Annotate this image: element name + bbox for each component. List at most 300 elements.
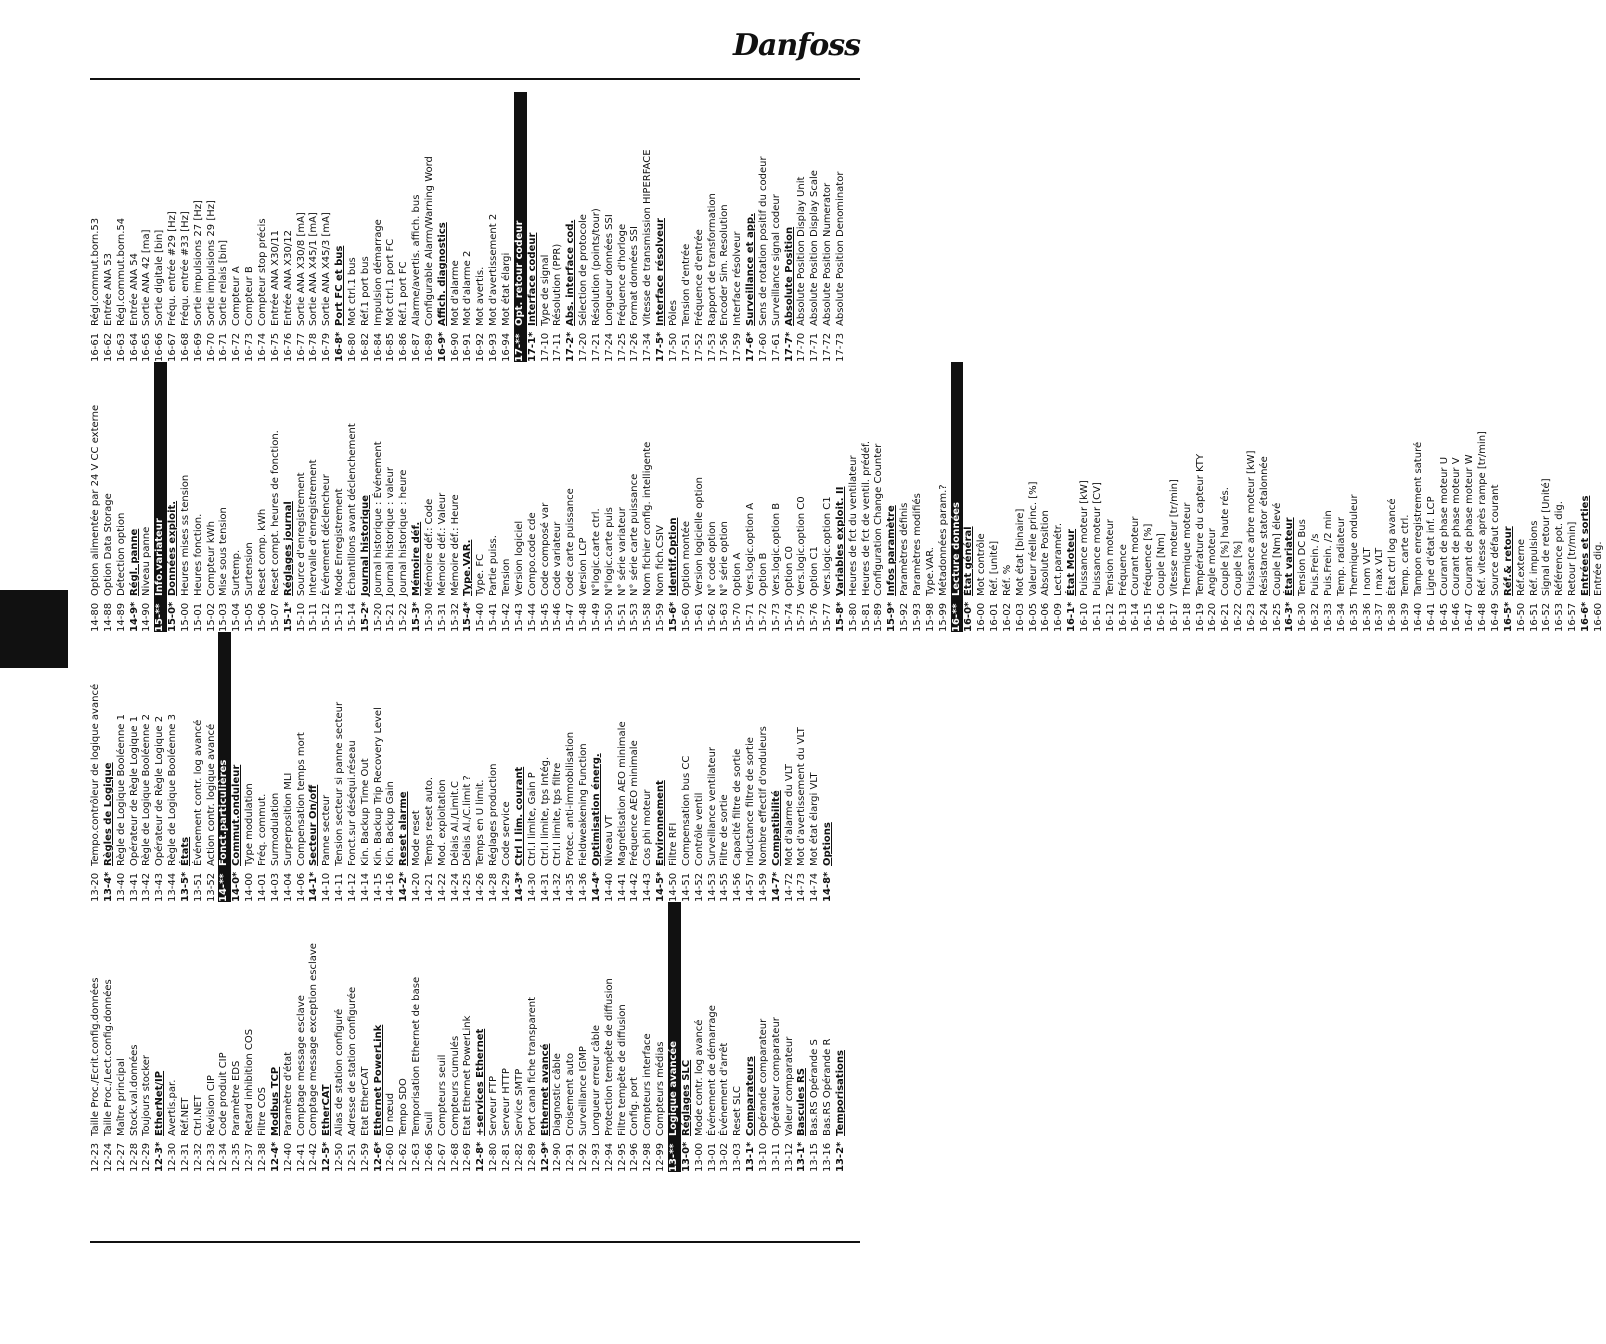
param-code: 16-70 xyxy=(205,332,217,362)
param-code: 16-11 xyxy=(1091,602,1103,632)
param-label: Opérateur de Règle Logique 1 xyxy=(128,715,140,866)
param-label: Serveur FTP xyxy=(488,1075,500,1136)
param-row xyxy=(462,902,475,1172)
param-row xyxy=(90,632,103,902)
param-row xyxy=(360,92,373,362)
param-code: 15-70 xyxy=(732,602,744,632)
param-label: Mémoire déf.: Code xyxy=(423,498,435,596)
param-code: 15-** xyxy=(154,603,166,632)
param-row xyxy=(450,362,463,632)
param-code: 15-92 xyxy=(899,602,911,632)
param-label: Action contr. logique avancé xyxy=(205,723,217,866)
param-row xyxy=(257,92,270,362)
param-label: Code carte puissance xyxy=(565,488,577,596)
param-label: Réf. % xyxy=(1001,564,1013,596)
param-code: 12-38 xyxy=(256,1142,268,1172)
param-row xyxy=(642,362,655,632)
param-label: Tension xyxy=(501,558,512,596)
param-label: Règles de Logique xyxy=(102,762,114,866)
param-code: 14-00 xyxy=(244,872,256,902)
param-subgroup-header xyxy=(822,632,835,902)
param-code: 13-20 xyxy=(90,872,101,902)
param-code: 16-69 xyxy=(192,332,204,362)
param-label: Vitesse moteur [tr/min] xyxy=(1168,479,1180,596)
param-label: Révision CIP xyxy=(205,1075,217,1136)
param-label: Code composé var xyxy=(539,502,551,596)
param-row xyxy=(732,362,745,632)
param-code: 15-98 xyxy=(924,602,936,632)
param-label: Temporisations xyxy=(834,1050,846,1136)
param-label: Régl. panne xyxy=(128,528,140,596)
param-code: 16-87 xyxy=(411,332,423,362)
param-row xyxy=(385,902,398,1172)
param-row xyxy=(308,362,321,632)
param-code: 15-4* xyxy=(462,601,474,632)
param-code: 14-7* xyxy=(770,871,782,902)
param-label: Ctrl.I limite, tps filtre xyxy=(552,762,564,866)
param-row xyxy=(360,902,373,1172)
param-label: Régl.commut.born.54 xyxy=(115,217,127,326)
param-label: Sortie ANA X45/3 [mA] xyxy=(321,212,333,326)
param-subgroup-header xyxy=(963,362,976,632)
param-subgroup-header xyxy=(1066,362,1079,632)
param-code: 14-28 xyxy=(488,872,500,902)
param-row xyxy=(437,902,450,1172)
param-row xyxy=(218,362,231,632)
param-code: 15-31 xyxy=(436,602,448,632)
param-code: 16-00 xyxy=(976,602,988,632)
param-label: Type. FC xyxy=(475,553,487,596)
param-label: Puis.Frein. /2 min xyxy=(1323,510,1334,596)
param-label: Puissance moteur [kW] xyxy=(1078,480,1090,596)
param-label: Alarme/avertis. affich. bus xyxy=(411,194,423,326)
param-label: Règle de Logique Booléenne 2 xyxy=(141,714,153,866)
param-label: Code produit CIP xyxy=(218,1052,230,1136)
footer-rule xyxy=(90,1241,860,1243)
param-row xyxy=(321,92,334,362)
param-group-header xyxy=(154,362,167,632)
param-label: Courant de phase moteur U xyxy=(1438,456,1450,596)
param-code: 16-38 xyxy=(1387,602,1399,632)
param-label: Paramètre d'état xyxy=(282,1051,294,1136)
parameter-list xyxy=(90,102,1604,1172)
param-label: Opt. retour codeur xyxy=(513,220,525,326)
param-code: 16-72 xyxy=(231,332,243,362)
param-code: 14-9* xyxy=(128,601,140,632)
param-label: Échantillons avant déclenchement xyxy=(346,423,358,596)
param-label: Heures de fct de ventil. prédéf. xyxy=(860,440,872,596)
param-code: 15-45 xyxy=(539,602,551,632)
param-row xyxy=(193,362,206,632)
param-label: Nombre effectif d'onduleurs xyxy=(757,726,769,866)
param-row xyxy=(681,362,694,632)
param-row xyxy=(141,902,154,1172)
param-label: Événement contr. log avancé xyxy=(192,719,204,866)
param-code: 16-32 xyxy=(1310,602,1322,632)
param-code: 15-73 xyxy=(770,602,782,632)
param-row xyxy=(116,362,129,632)
param-row xyxy=(925,362,938,632)
param-row xyxy=(1567,362,1580,632)
param-label: Règle de Logique Booléenne 3 xyxy=(167,714,179,866)
param-code: 15-89 xyxy=(873,602,885,632)
param-label: Signal de retour [Unité] xyxy=(1541,478,1553,596)
param-row xyxy=(527,632,540,902)
param-row xyxy=(308,902,321,1172)
param-code: 16-76 xyxy=(282,332,294,362)
param-row xyxy=(180,362,193,632)
param-row xyxy=(437,632,450,902)
param-code: 15-93 xyxy=(912,602,923,632)
param-label: Ctrl.I limite, Gain P xyxy=(526,772,538,866)
param-label: Mot d'avertissement du VLT xyxy=(796,727,808,866)
param-row xyxy=(796,92,809,362)
param-row xyxy=(938,362,951,632)
param-code: 13-10 xyxy=(757,1142,769,1172)
param-code: 16-51 xyxy=(1528,602,1540,632)
param-label: Couple [Nm] xyxy=(1156,533,1168,596)
param-label: Cos phi moteur xyxy=(642,789,654,866)
param-row xyxy=(116,632,129,902)
param-subgroup-header xyxy=(591,632,604,902)
param-row xyxy=(411,902,424,1172)
param-code: 13-** xyxy=(667,1143,679,1172)
param-code: 17-24 xyxy=(603,332,615,362)
param-label: Mode Enregistrement xyxy=(334,488,346,596)
param-group-header xyxy=(514,92,527,362)
param-label: Mot d'alarme du VLT xyxy=(783,764,795,866)
param-code: 12-31 xyxy=(179,1142,191,1172)
param-row xyxy=(180,902,193,1172)
param-label: Courant de phase moteur W xyxy=(1464,454,1476,596)
param-label: Réf.NET xyxy=(179,1097,191,1136)
param-row xyxy=(501,632,514,902)
param-label: Surtemp. xyxy=(231,549,243,596)
param-label: Absolute Position Numerator xyxy=(822,182,834,326)
param-label: Délais Al./C.limit ? xyxy=(462,775,474,866)
param-row xyxy=(1554,362,1567,632)
param-code: 14-90 xyxy=(141,602,153,632)
param-row xyxy=(565,362,578,632)
param-row xyxy=(424,632,437,902)
param-label: Option C1 xyxy=(809,546,821,596)
param-code: 12-27 xyxy=(115,1142,127,1172)
param-label: Source d'enregistrement xyxy=(295,472,307,596)
param-label: Vers.logic.option C1 xyxy=(822,496,834,596)
param-code: 12-5* xyxy=(321,1141,333,1172)
param-code: 14-24 xyxy=(449,872,461,902)
param-code: 15-00 xyxy=(179,602,191,632)
param-row xyxy=(1246,362,1259,632)
param-label: Fréquence d'entrée xyxy=(693,229,705,326)
param-label: Ctrl.NET xyxy=(192,1095,204,1136)
param-row xyxy=(373,632,386,902)
param-subgroup-header xyxy=(1284,362,1297,632)
param-row xyxy=(424,362,437,632)
param-code: 15-07 xyxy=(269,602,281,632)
param-label: Entrée ANA 54 xyxy=(128,252,140,326)
param-row xyxy=(141,92,154,362)
param-subgroup-header xyxy=(360,362,373,632)
param-code: 17-51 xyxy=(680,332,692,362)
param-subgroup-header xyxy=(308,632,321,902)
param-label: Code variateur xyxy=(552,521,564,596)
param-row xyxy=(475,362,488,632)
param-row xyxy=(514,902,527,1172)
param-row xyxy=(1233,362,1246,632)
param-label: Abs. interface cod. xyxy=(565,219,577,326)
param-subgroup-header xyxy=(655,632,668,902)
param-code: 13-03 xyxy=(732,1142,744,1172)
param-code: 16-75 xyxy=(269,332,281,362)
param-code: 15-21 xyxy=(385,602,397,632)
param-row xyxy=(861,362,874,632)
param-row xyxy=(1336,362,1349,632)
param-row xyxy=(745,362,758,632)
param-code: 15-41 xyxy=(488,602,500,632)
param-code: 16-68 xyxy=(179,332,191,362)
param-code: 17-10 xyxy=(539,332,551,362)
param-label: Absolute Position xyxy=(1040,510,1052,596)
param-row xyxy=(681,92,694,362)
param-label: Comptage message exception esclave xyxy=(308,943,320,1136)
param-code: 14-3* xyxy=(513,871,525,902)
param-row xyxy=(1439,362,1452,632)
param-code: 14-36 xyxy=(578,872,590,902)
param-label: Couple [%] xyxy=(1233,540,1245,596)
param-label: Réf.& retour xyxy=(1502,526,1514,596)
param-label: Code service xyxy=(501,801,512,866)
param-code: 15-13 xyxy=(334,602,346,632)
param-row xyxy=(321,632,334,902)
param-row xyxy=(488,362,501,632)
param-code: 15-49 xyxy=(590,602,602,632)
param-label: Taille Proc./Ecrit.config.données xyxy=(90,977,101,1136)
param-subgroup-header xyxy=(334,92,347,362)
param-row xyxy=(642,902,655,1172)
param-label: Entrée ANA X30/12 xyxy=(282,230,294,326)
param-label: N°logic.carte ctrl. xyxy=(590,508,602,596)
param-code: 15-74 xyxy=(783,602,795,632)
param-label: Kin. Backup Trip Recovery Level xyxy=(372,707,384,866)
param-label: Réf.externe xyxy=(1515,538,1527,596)
param-row xyxy=(206,632,219,902)
param-label: Variables exploit. II xyxy=(834,486,846,596)
param-row xyxy=(193,92,206,362)
param-code: 12-42 xyxy=(308,1142,320,1172)
param-code: 15-20 xyxy=(372,602,384,632)
param-code: 13-5* xyxy=(179,871,191,902)
param-row xyxy=(604,362,617,632)
param-row xyxy=(1529,362,1542,632)
param-label: Temp. radiateur xyxy=(1335,516,1347,596)
param-code: 16-13 xyxy=(1117,602,1129,632)
param-code: 16-18 xyxy=(1181,602,1193,632)
param-row xyxy=(296,362,309,632)
param-row xyxy=(1349,362,1362,632)
param-label: Surveillance et app. xyxy=(745,213,757,326)
param-label: Mémoire déf.: Heure xyxy=(449,494,461,596)
param-row xyxy=(141,362,154,632)
param-label: Contrôle ventil xyxy=(693,792,705,866)
param-row xyxy=(617,92,630,362)
param-code: 16-48 xyxy=(1477,602,1489,632)
param-row xyxy=(296,632,309,902)
param-label: Thermique moteur xyxy=(1181,502,1193,596)
param-code: 14-10 xyxy=(321,872,333,902)
param-label: Compensation temps mort xyxy=(295,732,307,866)
param-label: Longueur données SSI xyxy=(603,214,615,326)
param-code: 12-99 xyxy=(655,1142,667,1172)
param-label: Affich. diagnostics xyxy=(436,222,448,326)
param-label: Inductance filtre de sortie xyxy=(745,737,757,866)
param-code: 17-53 xyxy=(706,332,718,362)
param-code: 15-02 xyxy=(205,602,217,632)
param-subgroup-header xyxy=(103,632,116,902)
param-subgroup-header xyxy=(514,632,527,902)
param-code: 16-78 xyxy=(308,332,320,362)
param-row xyxy=(206,92,219,362)
param-label: Panne secteur xyxy=(321,794,333,866)
param-row xyxy=(784,632,797,902)
param-code: 15-77 xyxy=(822,602,834,632)
param-row xyxy=(129,902,142,1172)
param-label: Ctrl.I limite, tps Intég. xyxy=(539,756,551,866)
param-label: Port FC et bus xyxy=(334,245,346,326)
param-code: 16-74 xyxy=(256,332,268,362)
param-code: 15-63 xyxy=(719,602,731,632)
param-row xyxy=(771,902,784,1172)
param-row xyxy=(1272,362,1285,632)
param-code: 13-43 xyxy=(154,872,166,902)
param-row xyxy=(437,362,450,632)
param-label: Lecture données xyxy=(950,502,962,596)
param-label: Absolute Position Denominator xyxy=(834,171,846,326)
param-label: Résolution (points/tour) xyxy=(590,208,602,326)
param-row xyxy=(270,632,283,902)
param-code: 12-93 xyxy=(590,1142,602,1172)
param-row xyxy=(206,362,219,632)
param-code: 14-31 xyxy=(539,872,551,902)
param-row xyxy=(796,362,809,632)
param-label: Ethernet avancé xyxy=(539,1043,551,1136)
param-code: 16-91 xyxy=(462,332,474,362)
param-label: Version logiciel xyxy=(513,520,525,596)
param-code: 14-35 xyxy=(565,872,577,902)
param-code: 12-98 xyxy=(642,1142,654,1172)
param-label: Vers.logic.option A xyxy=(745,502,757,596)
param-code: 16-37 xyxy=(1374,602,1386,632)
param-row xyxy=(1220,362,1233,632)
param-label: Compteurs interface xyxy=(642,1033,654,1136)
param-label: Etat EtherCAT xyxy=(359,1066,371,1136)
param-code: 16-39 xyxy=(1400,602,1412,632)
param-label: Événement de démarrage xyxy=(706,1005,718,1136)
param-label: Compteur B xyxy=(244,266,256,326)
param-row xyxy=(475,632,488,902)
param-label: Ethernet PowerLink xyxy=(372,1024,384,1136)
param-code: 12-32 xyxy=(192,1142,204,1172)
param-label: État variateur xyxy=(1284,517,1296,596)
param-label: Reset compt. heures de fonction. xyxy=(269,430,281,596)
param-label: Détection option xyxy=(115,512,127,596)
param-code: 13-42 xyxy=(141,872,153,902)
param-row xyxy=(552,632,565,902)
param-label: Comparateurs xyxy=(745,1056,757,1136)
param-row xyxy=(707,632,720,902)
param-label: Longueur erreur câble xyxy=(590,1025,602,1136)
param-subgroup-header xyxy=(565,92,578,362)
param-label: Secteur On/off xyxy=(308,784,320,866)
param-code: 14-57 xyxy=(745,872,757,902)
param-row xyxy=(578,92,591,362)
param-code: 16-25 xyxy=(1271,602,1283,632)
param-row xyxy=(591,902,604,1172)
param-row xyxy=(244,902,257,1172)
param-row xyxy=(655,362,668,632)
param-label: Journal historique : Événement xyxy=(372,441,384,596)
param-code: 17-56 xyxy=(719,332,731,362)
param-row xyxy=(116,902,129,1172)
param-code: 15-51 xyxy=(616,602,628,632)
param-label: Partie puiss. xyxy=(488,535,500,596)
param-code: 15-40 xyxy=(475,602,487,632)
param-subgroup-header xyxy=(527,92,540,362)
param-code: 13-44 xyxy=(167,872,179,902)
param-code: 14-29 xyxy=(501,872,512,902)
param-code: 14-73 xyxy=(796,872,808,902)
param-label: Info.variateur xyxy=(154,518,166,596)
param-row xyxy=(167,902,180,1172)
param-row xyxy=(1541,362,1554,632)
param-code: 16-77 xyxy=(295,332,307,362)
param-code: 14-5* xyxy=(655,871,667,902)
param-label: Thermique onduleur xyxy=(1348,494,1360,596)
param-code: 16-73 xyxy=(244,332,256,362)
param-code: 15-9* xyxy=(886,601,898,632)
param-code: 16-06 xyxy=(1040,602,1052,632)
param-row xyxy=(784,362,797,632)
param-code: 17-70 xyxy=(796,332,808,362)
param-code: 16-47 xyxy=(1464,602,1476,632)
param-row xyxy=(745,632,758,902)
param-row xyxy=(488,632,501,902)
param-label: Sélection de protocole xyxy=(578,214,590,326)
param-code: 15-76 xyxy=(809,602,821,632)
param-row xyxy=(231,92,244,362)
param-code: 15-01 xyxy=(192,602,204,632)
param-row xyxy=(1105,362,1118,632)
param-label: Absolute Position Display Unit xyxy=(796,176,808,326)
param-row xyxy=(90,902,103,1172)
param-row xyxy=(1464,362,1477,632)
param-row xyxy=(1413,362,1426,632)
param-row xyxy=(578,632,591,902)
param-code: 12-60 xyxy=(385,1142,397,1172)
param-label: N° série option xyxy=(719,521,731,596)
param-label: Option A xyxy=(732,552,744,596)
param-label: Tempo SDO xyxy=(398,1078,410,1136)
param-label: Compteur stop précis xyxy=(256,218,268,326)
param-label: Résistance stator étalonnée xyxy=(1258,456,1270,596)
param-label: Journal historique : valeur xyxy=(385,466,397,596)
param-label: Serveur HTTP xyxy=(501,1068,512,1136)
param-label: Mise sous tension xyxy=(218,507,230,596)
param-row xyxy=(668,632,681,902)
param-label: Sortie digitale [bin] xyxy=(154,229,166,326)
param-row xyxy=(193,902,206,1172)
param-code: 12-96 xyxy=(629,1142,641,1172)
